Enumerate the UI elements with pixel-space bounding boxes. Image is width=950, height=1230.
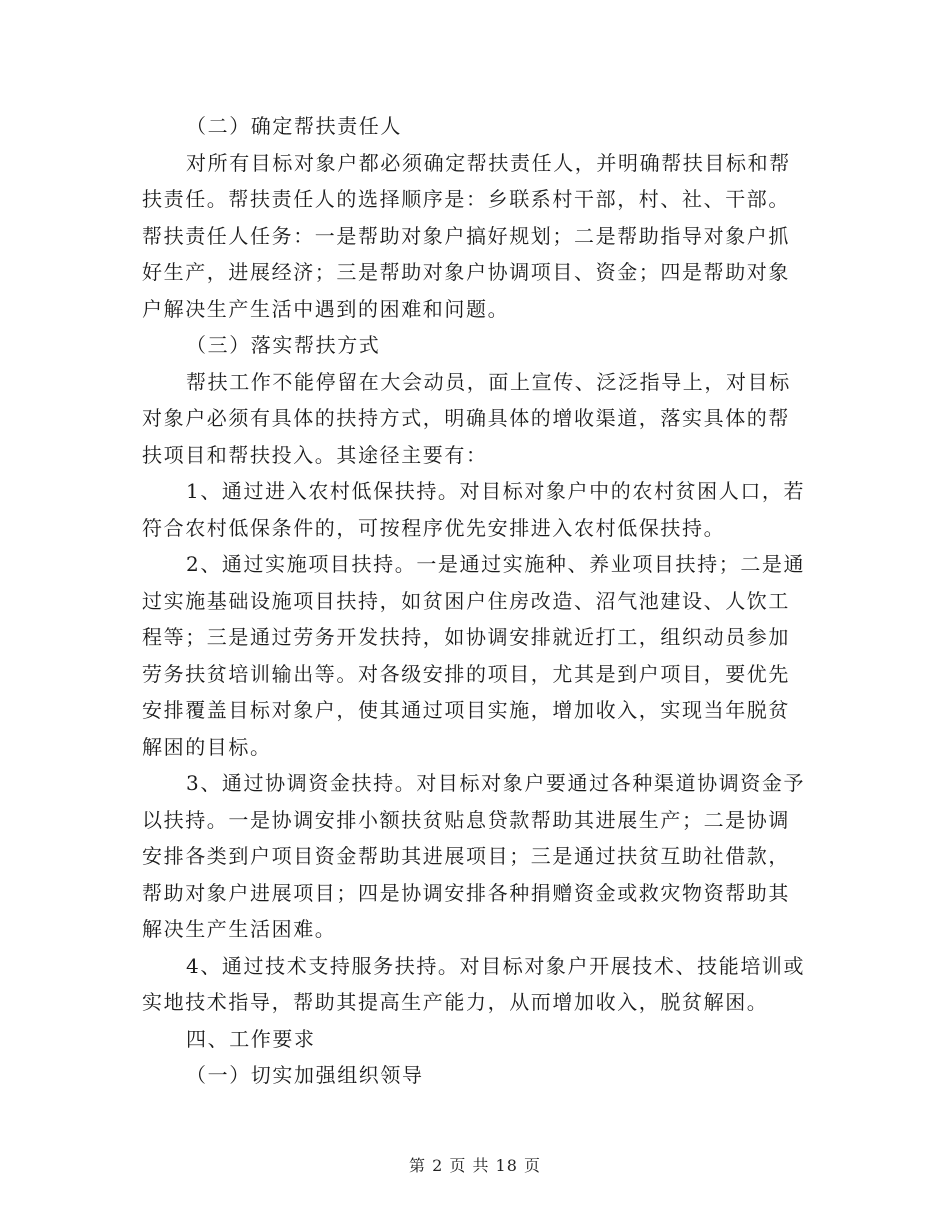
section-heading: 四、工作要求 [186, 1026, 316, 1051]
paragraph-line: 户解决生产生活中遇到的困难和问题。 [142, 296, 510, 321]
paragraph-line: 好生产，进展经济；三是帮助对象户协调项目、资金；四是帮助对象 [142, 260, 790, 284]
paragraph-line: 扶责任。帮扶责任人的选择顺序是：乡联系村干部，村、社、干部。 [142, 187, 790, 211]
paragraph-line: 帮扶工作不能停留在大会动员，面上宣传、泛泛指导上，对目标 [186, 369, 791, 394]
paragraph-line: 解决生产生活困难。 [142, 917, 337, 941]
paragraph-line: 帮助对象户进展项目；四是协调安排各种捐赠资金或救灾物资帮助其 [142, 880, 790, 905]
paragraph-line: 过实施基础设施项目扶持，如贫困户住房改造、沼气池建设、人饮工 [142, 588, 790, 613]
document-body [142, 108, 810, 1094]
paragraph-line: 安排各类到户项目资金帮助其进展项目；三是通过扶贫互助社借款， [142, 844, 790, 868]
paragraph-line: 以扶持。一是协调安排小额扶贫贴息贷款帮助其进展生产；二是协调 [142, 807, 790, 832]
paragraph-line: 对象户必须有具体的扶持方式，明确具体的增收渠道，落实具体的帮 [142, 406, 790, 430]
paragraph-line: 程等；三是通过劳务开发扶持，如协调安排就近打工，组织动员参加 [142, 625, 790, 649]
page-number: 第 2 页 共 18 页 [409, 1156, 541, 1175]
section-heading: （一）切实加强组织领导 [186, 1063, 424, 1087]
paragraph-line: 符合农村低保条件的，可按程序优先安排进入农村低保扶持。 [142, 515, 726, 540]
paragraph-line: 4、通过技术支持服务扶持。对目标对象户开展技术、技能培训或 [186, 953, 806, 978]
section-heading: （三）落实帮扶方式 [186, 333, 381, 357]
paragraph-line: 解困的目标。 [142, 734, 272, 759]
paragraph-line: 1、通过进入农村低保扶持。对目标对象户中的农村贫困人口，若 [186, 479, 806, 503]
paragraph-line: 3、通过协调资金扶持。对目标对象户要通过各种渠道协调资金予 [186, 771, 806, 795]
section-heading: （二）确定帮扶责任人 [186, 114, 402, 138]
paragraph-line: 劳务扶贫培训输出等。对各级安排的项目，尤其是到户项目，要优先 [142, 661, 790, 686]
paragraph-line: 安排覆盖目标对象户，使其通过项目实施，增加收入，实现当年脱贫 [142, 698, 790, 722]
paragraph-line: 对所有目标对象户都必须确定帮扶责任人，并明确帮扶目标和帮 [186, 150, 791, 175]
paragraph-line: 实地技术指导，帮助其提高生产能力，从而增加收入，脱贫解困。 [142, 990, 769, 1014]
paragraph-line: 扶项目和帮扶投入。其途径主要有： [142, 442, 488, 467]
paragraph-line: 帮扶责任人任务：一是帮助对象户搞好规划；二是帮助指导对象户抓 [142, 223, 790, 248]
paragraph-line: 2、通过实施项目扶持。一是通过实施种、养业项目扶持；二是通 [186, 552, 806, 576]
